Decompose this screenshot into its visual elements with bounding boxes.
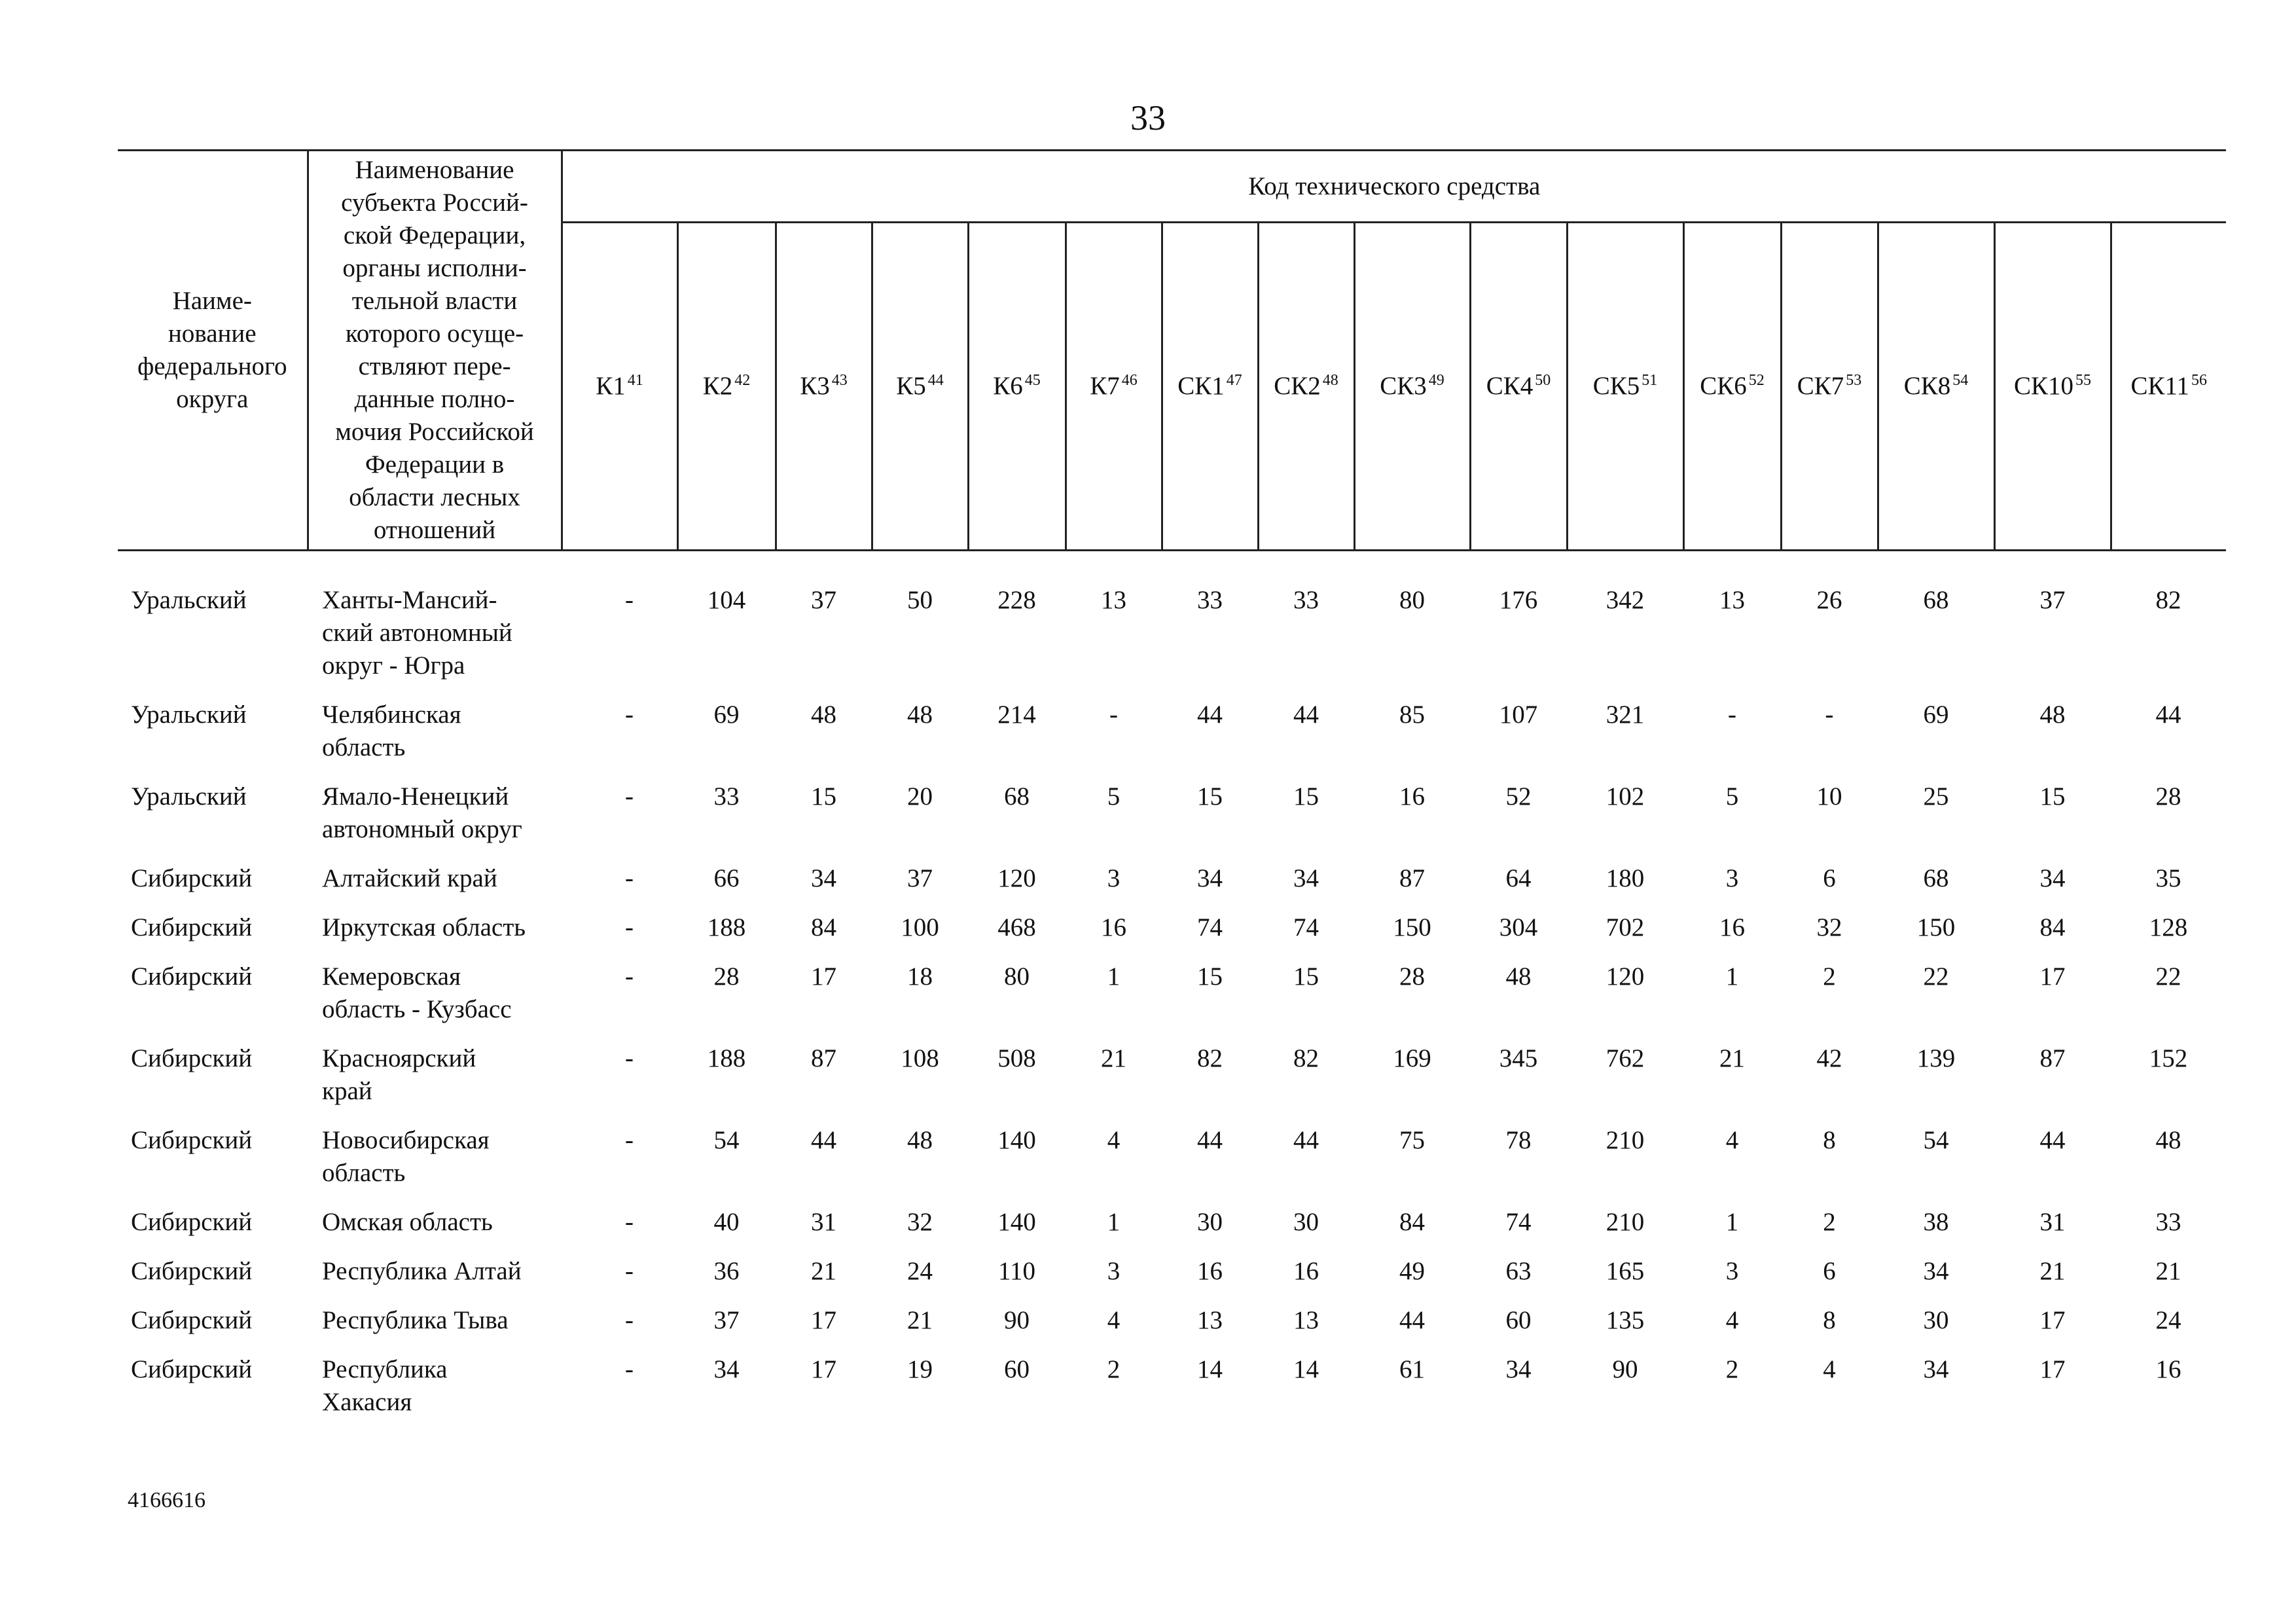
code-group-header: Код технического средства (562, 151, 2226, 223)
value-cell: 34 (2039, 864, 2066, 892)
code-label: К7 (1090, 372, 1120, 400)
code-label: СК8 (1903, 372, 1951, 400)
value-cell: 60 (1004, 1355, 1030, 1383)
value-cell: 4 (1725, 1126, 1739, 1154)
value-cell: 150 (1393, 913, 1431, 941)
subject-cell: Красноярский край (322, 1044, 476, 1105)
code-header-8 (1258, 223, 1354, 551)
value-cell: 17 (2039, 1306, 2066, 1334)
footnote-ref: 49 (1428, 372, 1444, 389)
value-cell: 128 (2149, 913, 2188, 941)
code-header-10 (1470, 223, 1567, 551)
value-cell: 75 (1399, 1126, 1425, 1154)
value-cell: 60 (1505, 1306, 1532, 1334)
value-cell: 48 (2155, 1126, 2181, 1154)
table-row (118, 1206, 2226, 1255)
value-cell: 100 (901, 913, 939, 941)
value-cell: 44 (1399, 1306, 1425, 1334)
footnote-ref: 56 (2191, 372, 2208, 389)
district-cell: Сибирский (131, 1208, 253, 1236)
code-header-7 (1162, 223, 1258, 551)
value-cell: 140 (997, 1208, 1036, 1236)
value-cell: 468 (997, 913, 1036, 941)
value-cell: 24 (2155, 1306, 2181, 1334)
code-label: К1 (596, 372, 626, 400)
value-cell: 44 (1197, 1126, 1223, 1154)
value-cell: 5 (1107, 782, 1121, 811)
value-cell: 3 (1725, 1257, 1739, 1285)
value-cell: 66 (713, 864, 740, 892)
footnote-ref: 55 (2075, 372, 2092, 389)
code-header-15 (1994, 223, 2111, 551)
value-cell: 44 (2039, 1126, 2066, 1154)
value-cell: 34 (1197, 864, 1223, 892)
value-cell: 33 (1197, 586, 1223, 614)
value-cell: 64 (1505, 864, 1532, 892)
value-cell: 30 (1293, 1208, 1319, 1236)
value-cell: 54 (713, 1126, 740, 1154)
value-cell: 40 (713, 1208, 740, 1236)
value-cell: 34 (713, 1355, 740, 1383)
value-cell: 54 (1923, 1126, 1949, 1154)
value-cell: 33 (1293, 586, 1319, 614)
value-cell: 6 (1823, 1257, 1836, 1285)
value-cell: 87 (811, 1044, 836, 1072)
value-cell: 104 (707, 586, 746, 614)
value-cell: 4 (1107, 1126, 1121, 1154)
value-cell: 31 (811, 1208, 836, 1236)
value-cell: - (1825, 701, 1834, 729)
value-cell: 33 (2155, 1208, 2181, 1236)
value-cell: 34 (1923, 1355, 1949, 1383)
table-row (118, 699, 2226, 780)
subject-cell: Кемеровская область - Кузбасс (322, 962, 512, 1023)
footnote-ref: 42 (734, 372, 751, 389)
value-cell: 21 (1719, 1044, 1745, 1072)
footnote-ref: 44 (927, 372, 944, 389)
value-cell: 14 (1293, 1355, 1319, 1383)
value-cell: 87 (2039, 1044, 2066, 1072)
value-cell: 78 (1505, 1126, 1532, 1154)
value-cell: 120 (997, 864, 1036, 892)
value-cell: 176 (1499, 586, 1538, 614)
value-cell: 44 (811, 1126, 836, 1154)
value-cell: 139 (1916, 1044, 1956, 1072)
value-cell: 210 (1605, 1208, 1645, 1236)
value-cell: 17 (811, 1306, 836, 1334)
value-cell: 48 (1505, 962, 1532, 991)
value-cell: 85 (1399, 701, 1425, 729)
district-header-text: Наиме- нование федерального округа (137, 287, 287, 413)
value-cell: 180 (1605, 864, 1645, 892)
value-cell: - (625, 1355, 634, 1383)
table-row (118, 1042, 2226, 1124)
value-cell: 20 (907, 782, 933, 811)
subject-column-header (308, 151, 562, 551)
footnote-ref: 48 (1322, 372, 1338, 389)
footnote-ref: 54 (1952, 372, 1969, 389)
subject-cell: Алтайский край (322, 864, 497, 892)
code-label: К6 (993, 372, 1023, 400)
value-cell: 15 (2039, 782, 2066, 811)
value-cell: 68 (1004, 782, 1030, 811)
table-row (118, 862, 2226, 911)
value-cell: 6 (1823, 864, 1836, 892)
footnote-ref: 43 (831, 372, 848, 389)
value-cell: 32 (907, 1208, 933, 1236)
value-cell: 2 (1107, 1355, 1121, 1383)
code-label: СК1 (1177, 372, 1225, 400)
value-cell: - (625, 864, 634, 892)
footnote-ref: 41 (627, 372, 643, 389)
subject-cell: Омская область (322, 1208, 493, 1236)
value-cell: 50 (907, 586, 933, 614)
value-cell: 1 (1107, 1208, 1121, 1236)
value-cell: 21 (1101, 1044, 1126, 1072)
value-cell: 107 (1499, 701, 1538, 729)
code-label: СК6 (1700, 372, 1747, 400)
code-header-3 (776, 223, 872, 551)
table-row (118, 1255, 2226, 1304)
district-cell: Сибирский (131, 913, 253, 941)
value-cell: 702 (1605, 913, 1645, 941)
document-id: 4166616 (128, 1488, 206, 1512)
value-cell: 2 (1823, 1208, 1836, 1236)
value-cell: - (625, 1257, 634, 1285)
value-cell: 16 (2155, 1355, 2181, 1383)
value-cell: 52 (1505, 782, 1532, 811)
subject-cell: Республика Хакасия (322, 1355, 448, 1416)
value-cell: 26 (1816, 586, 1842, 614)
value-cell: 14 (1197, 1355, 1223, 1383)
value-cell: - (1728, 701, 1736, 729)
value-cell: 762 (1605, 1044, 1645, 1072)
value-cell: 1 (1725, 962, 1739, 991)
value-cell: 2 (1823, 962, 1836, 991)
value-cell: 342 (1605, 586, 1645, 614)
value-cell: 108 (901, 1044, 939, 1072)
header-row-top (118, 151, 2226, 223)
value-cell: 3 (1107, 1257, 1121, 1285)
value-cell: 19 (907, 1355, 933, 1383)
value-cell: 31 (2039, 1208, 2066, 1236)
value-cell: 87 (1399, 864, 1425, 892)
value-cell: 21 (907, 1306, 933, 1334)
value-cell: 28 (2155, 782, 2181, 811)
value-cell: 80 (1004, 962, 1030, 991)
code-header-5 (968, 223, 1066, 551)
page-number: 33 (1130, 98, 1166, 137)
value-cell: 30 (1197, 1208, 1223, 1236)
district-cell: Сибирский (131, 1306, 253, 1334)
subject-cell: Новосибирская область (322, 1126, 490, 1187)
code-label: СК5 (1592, 372, 1640, 400)
value-cell: - (1109, 701, 1118, 729)
table-body (118, 551, 2226, 1436)
value-cell: 188 (707, 1044, 746, 1072)
district-cell: Сибирский (131, 1126, 253, 1154)
value-cell: 188 (707, 913, 746, 941)
value-cell: 68 (1923, 864, 1949, 892)
value-cell: 74 (1293, 913, 1319, 941)
value-cell: 16 (1101, 913, 1126, 941)
value-cell: 34 (811, 864, 836, 892)
code-label: СК2 (1274, 372, 1321, 400)
value-cell: 49 (1399, 1257, 1425, 1285)
value-cell: 37 (713, 1306, 740, 1334)
value-cell: 84 (2039, 913, 2066, 941)
code-header-12 (1683, 223, 1781, 551)
value-cell: 37 (907, 864, 933, 892)
value-cell: 82 (1293, 1044, 1319, 1072)
value-cell: 2 (1725, 1355, 1739, 1383)
value-cell: 15 (1197, 782, 1223, 811)
table-row (118, 1304, 2226, 1353)
value-cell: 152 (2149, 1044, 2188, 1072)
value-cell: 8 (1823, 1126, 1836, 1154)
value-cell: 16 (1293, 1257, 1319, 1285)
value-cell: 44 (2155, 701, 2181, 729)
code-label: К5 (896, 372, 926, 400)
value-cell: 28 (1399, 962, 1425, 991)
code-header-6 (1066, 223, 1162, 551)
value-cell: 3 (1725, 864, 1739, 892)
value-cell: 48 (907, 1126, 933, 1154)
value-cell: 90 (1612, 1355, 1638, 1383)
value-cell: 110 (997, 1257, 1036, 1285)
value-cell: 17 (2039, 1355, 2066, 1383)
value-cell: 16 (1399, 782, 1425, 811)
subject-cell: Республика Алтай (322, 1257, 522, 1285)
code-label: СК11 (2130, 372, 2190, 400)
value-cell: 321 (1605, 701, 1645, 729)
value-cell: 169 (1393, 1044, 1431, 1072)
value-cell: 214 (997, 701, 1036, 729)
subject-header-text: Наименование субъекта Россий- ской Федерации, органы исполни- тельной власти которого осуще- ствляют пере- данные полно- мочия Российской Федерации в области лесных отношений (335, 156, 534, 544)
value-cell: 48 (907, 701, 933, 729)
footnote-ref: 52 (1748, 372, 1765, 389)
value-cell: 304 (1499, 913, 1538, 941)
value-cell: 90 (1004, 1306, 1030, 1334)
value-cell: 25 (1923, 782, 1949, 811)
value-cell: 17 (811, 1355, 836, 1383)
value-cell: 16 (1719, 913, 1745, 941)
value-cell: 24 (907, 1257, 933, 1285)
value-cell: - (625, 1306, 634, 1334)
code-header-1 (562, 223, 677, 551)
code-label: СК3 (1380, 372, 1427, 400)
value-cell: 13 (1293, 1306, 1319, 1334)
value-cell: 80 (1399, 586, 1425, 614)
value-cell: - (625, 913, 634, 941)
value-cell: 13 (1197, 1306, 1223, 1334)
value-cell: 42 (1816, 1044, 1842, 1072)
footnote-ref: 46 (1121, 372, 1138, 389)
value-cell: 48 (2039, 701, 2066, 729)
value-cell: 34 (1505, 1355, 1532, 1383)
district-cell: Уральский (131, 701, 247, 729)
value-cell: 4 (1725, 1306, 1739, 1334)
value-cell: 1 (1107, 962, 1121, 991)
table-row (118, 960, 2226, 1042)
code-header-11 (1567, 223, 1683, 551)
value-cell: 36 (713, 1257, 740, 1285)
value-cell: 8 (1823, 1306, 1836, 1334)
value-cell: 34 (1923, 1257, 1949, 1285)
value-cell: 15 (1293, 782, 1319, 811)
code-header-4 (872, 223, 968, 551)
value-cell: - (625, 701, 634, 729)
table-row (118, 911, 2226, 960)
value-cell: 84 (1399, 1208, 1425, 1236)
value-cell: 15 (1197, 962, 1223, 991)
footnote-ref: 53 (1846, 372, 1862, 389)
footnote-ref: 51 (1641, 372, 1658, 389)
value-cell: 22 (2155, 962, 2181, 991)
table-row (118, 1124, 2226, 1206)
value-cell: 18 (907, 962, 933, 991)
code-header-2 (677, 223, 776, 551)
value-cell: 30 (1923, 1306, 1949, 1334)
value-cell: 4 (1107, 1306, 1121, 1334)
code-label: К2 (702, 372, 733, 400)
table-row (118, 780, 2226, 862)
subject-cell: Республика Тыва (322, 1306, 509, 1334)
value-cell: 33 (713, 782, 740, 811)
value-cell: 44 (1293, 1126, 1319, 1154)
value-cell: 37 (2039, 586, 2066, 614)
table-header (118, 151, 2226, 551)
value-cell: 37 (811, 586, 836, 614)
value-cell: 13 (1719, 586, 1745, 614)
table-row (118, 551, 2226, 699)
footnote-ref: 45 (1024, 372, 1041, 389)
code-header-14 (1878, 223, 1994, 551)
value-cell: 68 (1923, 586, 1949, 614)
value-cell: 15 (811, 782, 836, 811)
value-cell: 82 (2155, 586, 2181, 614)
value-cell: 4 (1823, 1355, 1836, 1383)
table-row (118, 1353, 2226, 1435)
value-cell: 38 (1923, 1208, 1949, 1236)
code-header-16 (2111, 223, 2226, 551)
footnote-ref: 47 (1226, 372, 1242, 389)
value-cell: 140 (997, 1126, 1036, 1154)
district-cell: Сибирский (131, 962, 253, 991)
value-cell: 13 (1101, 586, 1126, 614)
value-cell: - (625, 962, 634, 991)
value-cell: 345 (1499, 1044, 1538, 1072)
district-cell: Сибирский (131, 1044, 253, 1072)
value-cell: 69 (1923, 701, 1949, 729)
value-cell: 61 (1399, 1355, 1425, 1383)
district-cell: Сибирский (131, 864, 253, 892)
value-cell: - (625, 1044, 634, 1072)
value-cell: - (625, 782, 634, 811)
value-cell: 44 (1293, 701, 1319, 729)
value-cell: 21 (811, 1257, 836, 1285)
value-cell: 44 (1197, 701, 1223, 729)
value-cell: 32 (1816, 913, 1842, 941)
code-header-9 (1354, 223, 1470, 551)
value-cell: 10 (1816, 782, 1842, 811)
code-label: СК7 (1797, 372, 1844, 400)
technical-equipment-table (118, 149, 2226, 1435)
value-cell: - (625, 1126, 634, 1154)
value-cell: 120 (1605, 962, 1645, 991)
value-cell: 35 (2155, 864, 2181, 892)
district-cell: Сибирский (131, 1257, 253, 1285)
value-cell: 5 (1725, 782, 1739, 811)
value-cell: 508 (997, 1044, 1036, 1072)
value-cell: 28 (713, 962, 740, 991)
value-cell: 165 (1605, 1257, 1645, 1285)
value-cell: 135 (1605, 1306, 1645, 1334)
district-cell: Сибирский (131, 1355, 253, 1383)
value-cell: 3 (1107, 864, 1121, 892)
value-cell: 16 (1197, 1257, 1223, 1285)
value-cell: 150 (1916, 913, 1956, 941)
district-column-header (118, 151, 308, 551)
value-cell: 82 (1197, 1044, 1223, 1072)
subject-cell: Ханты-Мансий- ский автономный округ - Югра (322, 586, 512, 680)
value-cell: 210 (1605, 1126, 1645, 1154)
value-cell: 17 (2039, 962, 2066, 991)
value-cell: - (625, 586, 634, 614)
code-label: СК4 (1486, 372, 1534, 400)
value-cell: 63 (1505, 1257, 1532, 1285)
value-cell: 21 (2039, 1257, 2066, 1285)
code-label: СК10 (2013, 372, 2074, 400)
value-cell: 228 (997, 586, 1036, 614)
district-cell: Уральский (131, 782, 247, 811)
value-cell: 48 (811, 701, 836, 729)
code-label: К3 (800, 372, 830, 400)
value-cell: 74 (1197, 913, 1223, 941)
value-cell: - (625, 1208, 634, 1236)
value-cell: 1 (1725, 1208, 1739, 1236)
subject-cell: Челябинская область (322, 701, 461, 761)
value-cell: 21 (2155, 1257, 2181, 1285)
value-cell: 22 (1923, 962, 1949, 991)
district-cell: Уральский (131, 586, 247, 614)
value-cell: 17 (811, 962, 836, 991)
code-header-13 (1781, 223, 1878, 551)
value-cell: 102 (1605, 782, 1645, 811)
value-cell: 74 (1505, 1208, 1532, 1236)
value-cell: 84 (811, 913, 836, 941)
footnote-ref: 50 (1535, 372, 1551, 389)
value-cell: 34 (1293, 864, 1319, 892)
value-cell: 15 (1293, 962, 1319, 991)
subject-cell: Ямало-Ненецкий автономный округ (322, 782, 522, 843)
subject-cell: Иркутская область (322, 913, 526, 941)
value-cell: 69 (713, 701, 740, 729)
